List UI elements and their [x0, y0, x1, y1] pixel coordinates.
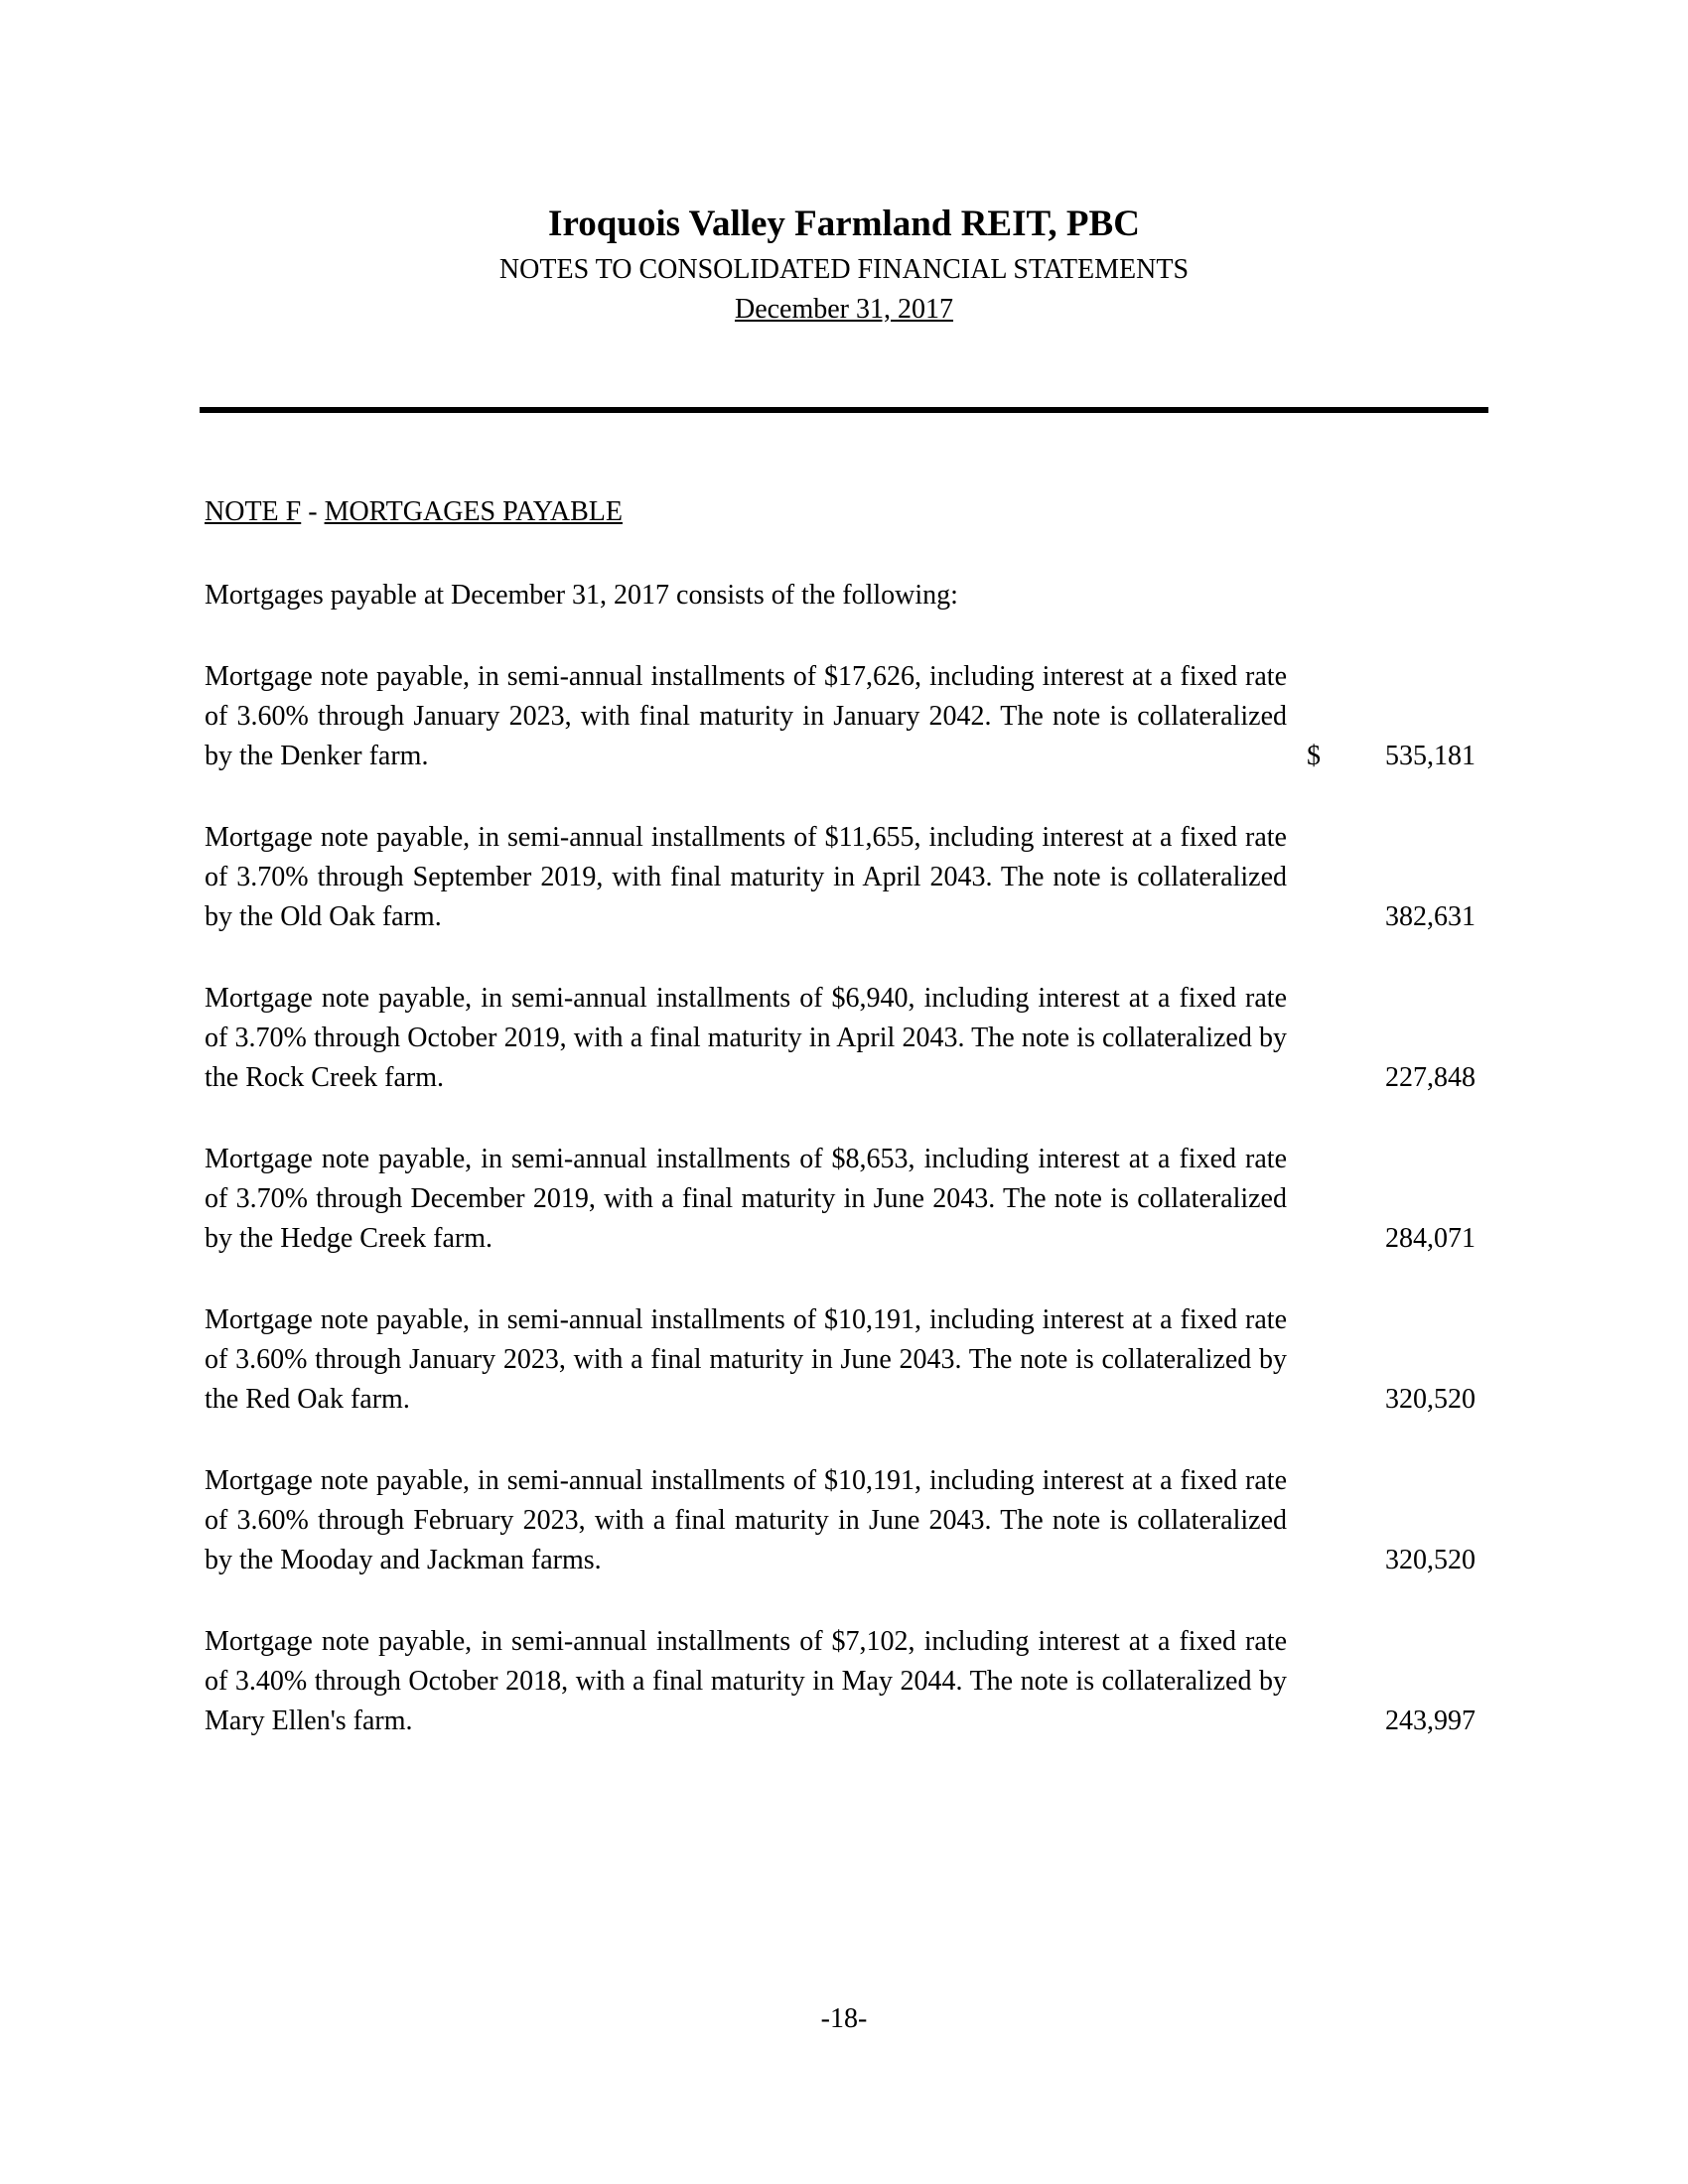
- mortgage-item: [205, 979, 1476, 1140]
- currency-symbol: $: [1307, 741, 1321, 771]
- mortgage-description: Mortgage note payable, in semi-annual installments of $10,191, including interest at a fixed rate of 3.60% through February 2023, with a final maturity in June 2043. The note is collateralized by the Mooday and Jackman farms.: [205, 1465, 1287, 1575]
- document-subtitle: NOTES TO CONSOLIDATED FINANCIAL STATEMENTS: [498, 254, 1190, 285]
- mortgage-list: [205, 657, 1476, 1783]
- company-name: Iroquois Valley Farmland REIT, PBC: [548, 204, 1140, 244]
- mortgage-item: [205, 1300, 1476, 1461]
- statement-date-line: [0, 290, 1688, 330]
- mortgage-amount: 227,848: [1385, 1062, 1476, 1093]
- mortgage-amount: 382,631: [1385, 901, 1476, 932]
- mortgage-description: Mortgage note payable, in semi-annual installments of $7,102, including interest at a fixed rate of 3.40% through October 2018, with a final maturity in May 2044. The note is collateralized by Mary Ellen's farm.: [205, 1626, 1287, 1736]
- mortgage-item: [205, 1140, 1476, 1300]
- mortgage-amount: 284,071: [1385, 1223, 1476, 1254]
- mortgage-item: [205, 1622, 1476, 1783]
- mortgage-description: Mortgage note payable, in semi-annual installments of $6,940, including interest at a fixed rate of 3.70% through October 2019, with a final maturity in April 2043. The note is collateralized by the Rock Creek farm.: [205, 983, 1287, 1093]
- statement-date: December 31, 2017: [734, 294, 954, 325]
- mortgage-description: Mortgage note payable, in semi-annual installments of $17,626, including interest at a fixed rate of 3.60% through January 2023, with final maturity in January 2042. The note is collateralized by the Denker farm.: [205, 661, 1287, 771]
- mortgage-amount: 320,520: [1385, 1384, 1476, 1415]
- mortgage-item: [205, 818, 1476, 979]
- mortgage-amount: 535,181: [1385, 741, 1476, 771]
- note-separator: -: [301, 496, 325, 527]
- mortgage-amount: 320,520: [1385, 1545, 1476, 1575]
- note-title: MORTGAGES PAYABLE: [324, 496, 623, 527]
- document-header: [0, 199, 1688, 330]
- mortgage-amount: 243,997: [1385, 1706, 1476, 1736]
- mortgage-item: [205, 1461, 1476, 1622]
- header-divider: [200, 407, 1488, 413]
- note-intro: Mortgages payable at December 31, 2017 consists of the following:: [205, 580, 958, 611]
- mortgage-description: Mortgage note payable, in semi-annual installments of $11,655, including interest at a fixed rate of 3.70% through September 2019, with final maturity in April 2043. The note is collateralized by the Old Oak farm.: [205, 822, 1287, 932]
- mortgage-description: Mortgage note payable, in semi-annual installments of $10,191, including interest at a fixed rate of 3.60% through January 2023, with a final maturity in June 2043. The note is collateralized by the Red Oak farm.: [205, 1304, 1287, 1415]
- mortgage-description: Mortgage note payable, in semi-annual installments of $8,653, including interest at a fixed rate of 3.70% through December 2019, with a final maturity in June 2043. The note is collateralized by the Hedge Creek farm.: [205, 1144, 1287, 1254]
- mortgage-item: [205, 657, 1476, 818]
- note-label: NOTE F: [205, 496, 302, 527]
- note-heading: [205, 492, 623, 532]
- page-number: -18-: [820, 2003, 868, 2034]
